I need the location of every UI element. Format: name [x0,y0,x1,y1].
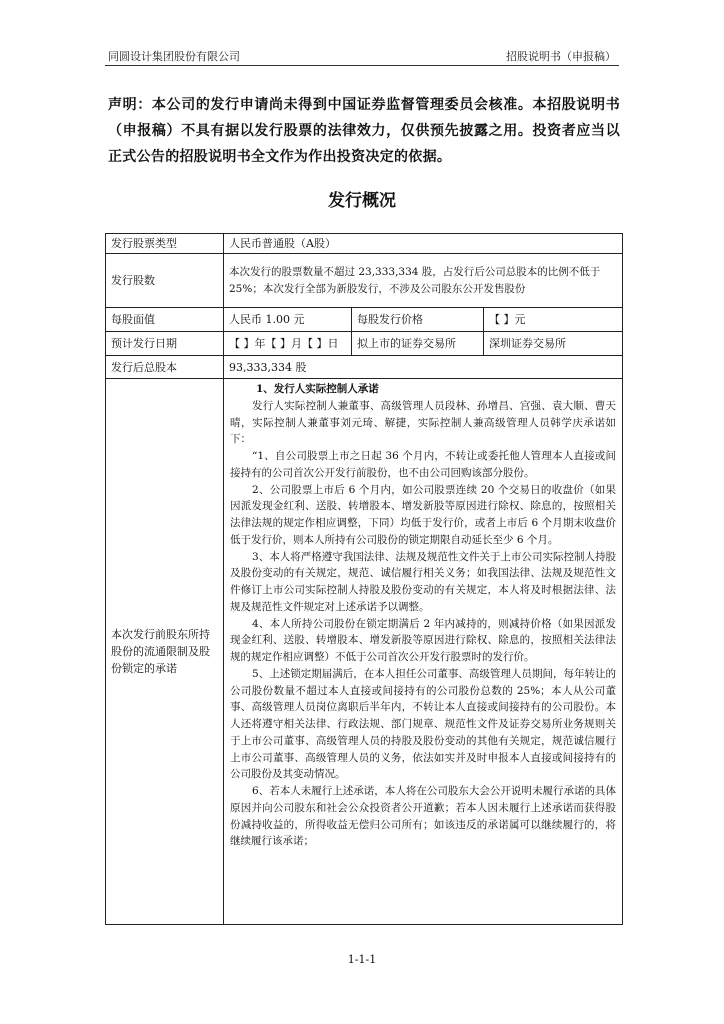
lockup-paragraph: “1、自公司股票上市之日起 36 个月内，不转让或委托他人管理本人直接或间接持有的公司首次公开发行前股份，也不由公司回购该部分股份。 [230,450,617,479]
total-shares-value: 93,333,334 股 [224,356,623,379]
table-row [106,356,623,379]
shares-value: 本次发行的股票数量不超过 23,333,334 股，占发行后公司总股本的比例不低于 25%；本次发行全部为新股发行，不涉及公司股东公开发售股份 [224,254,623,308]
par-value: 人民币 1.00 元 [224,308,352,332]
lockup-paragraph: 5、上述锁定期届满后，在本人担任公司董事、高级管理人员期间，每年转让的公司股份数量不超过本人直接或间接持有的公司股份总数的 25%；本人从公司董事、高级管理人员岗位离职后半年内，不转让本人直接或间接持有的公司股份。本人还将遵守相关法律、行政法规、部门规章、规范性文件及证券交易所业务规则关于上市公司董事、高级管理人员的持股及股份变动的其他有关规定，规范诚信履行上市公司董事、高级管理人员的义务，依法如实并及时申报本人直接或间接持有的公司股份及其变动情况。 [230,667,617,781]
header-divider [105,65,619,66]
exchange-label: 拟上市的证券交易所 [352,332,484,356]
lockup-paragraph: 6、若本人未履行上述承诺，本人将在公司股东大会公开说明未履行承诺的具体原因并向公司股东和社会公众投资者公开道歉；若本人因未履行上述承诺而获得股份减持收益的，所得收益无偿归公司所有；如该违反的承诺属可以继续履行的，将继续履行该承诺； [230,785,617,848]
price-label: 每股发行价格 [352,308,484,332]
section-title: 发行概况 [328,191,396,211]
stock-type-value: 人民币普通股（A股） [224,234,623,254]
page-number: 1-1-1 [347,953,377,966]
price-value: 【 】元 [484,308,623,332]
shares-label: 发行股数 [106,254,224,308]
table-row [106,332,623,356]
lockup-label: 本次发行前股东所持股份的流通限制及股份锁定的承诺 [106,379,224,925]
table-row [106,308,623,332]
lockup-paragraph: 2、公司股票上市后 6 个月内，如公司股票连续 20 个交易日的收盘价（如果因派发现金红利、送股、转增股本、增发新股等原因进行除权、除息的，按照相关法律法规的规定作相应调整，下同）均低于发行价，或者上市后 6 个月期末收盘价低于发行价，则本人所持有公司股份的锁定期限自动延长至少 6 个月。 [230,483,617,546]
disclaimer-statement: 声明：本公司的发行申请尚未得到中国证券监督管理委员会核准。本招股说明书（申报稿）不具有据以发行股票的法律效力，仅供预先披露之用。投资者应当以正式公告的招股说明书全文作为作出投资决定的依据。 [108,97,620,165]
lockup-heading: 1、发行人实际控制人承诺 [256,383,379,395]
table-row [106,234,623,254]
header-company: 同圆设计集团股份有限公司 [108,50,240,63]
stock-type-label: 发行股票类型 [106,234,224,254]
date-value: 【 】年【 】月【 】日 [224,332,352,356]
table-row [106,254,623,308]
date-label: 预计发行日期 [106,332,224,356]
lockup-paragraph: 发行人实际控制人兼董事、高级管理人员段林、孙增昌、宫强、袁大顺、曹天晴，实际控制人兼董事刘元琦、解捷，实际控制人兼高级管理人员韩学庆承诺如下： [230,399,617,446]
table-row [106,379,623,925]
header-doc-title: 招股说明书（申报稿） [506,50,616,63]
exchange-value: 深圳证券交易所 [484,332,623,356]
lockup-commitment-text [224,379,623,925]
lockup-paragraph: 3、本人将严格遵守我国法律、法规及规范性文件关于上市公司实际控制人持股及股份变动的有关规定，规范、诚信履行相关义务；如我国法律、法规及规范性文件修订上市公司实际控制人持股及股份变动的有关规定，本人将及时根据法律、法规及规范性文件规定对上述承诺予以调整。 [230,550,617,613]
lockup-paragraph: 4、本人所持公司股份在锁定期满后 2 年内减持的，则减持价格（如果因派发现金红利、送股、转增股本、增发新股等原因进行除权、除息的，按照相关法律法规的规定作相应调整）不低于公司首次公开发行股票时的发行价。 [230,617,617,663]
total-shares-label: 发行后总股本 [106,356,224,379]
offering-overview-table [105,233,623,925]
par-label: 每股面值 [106,308,224,332]
